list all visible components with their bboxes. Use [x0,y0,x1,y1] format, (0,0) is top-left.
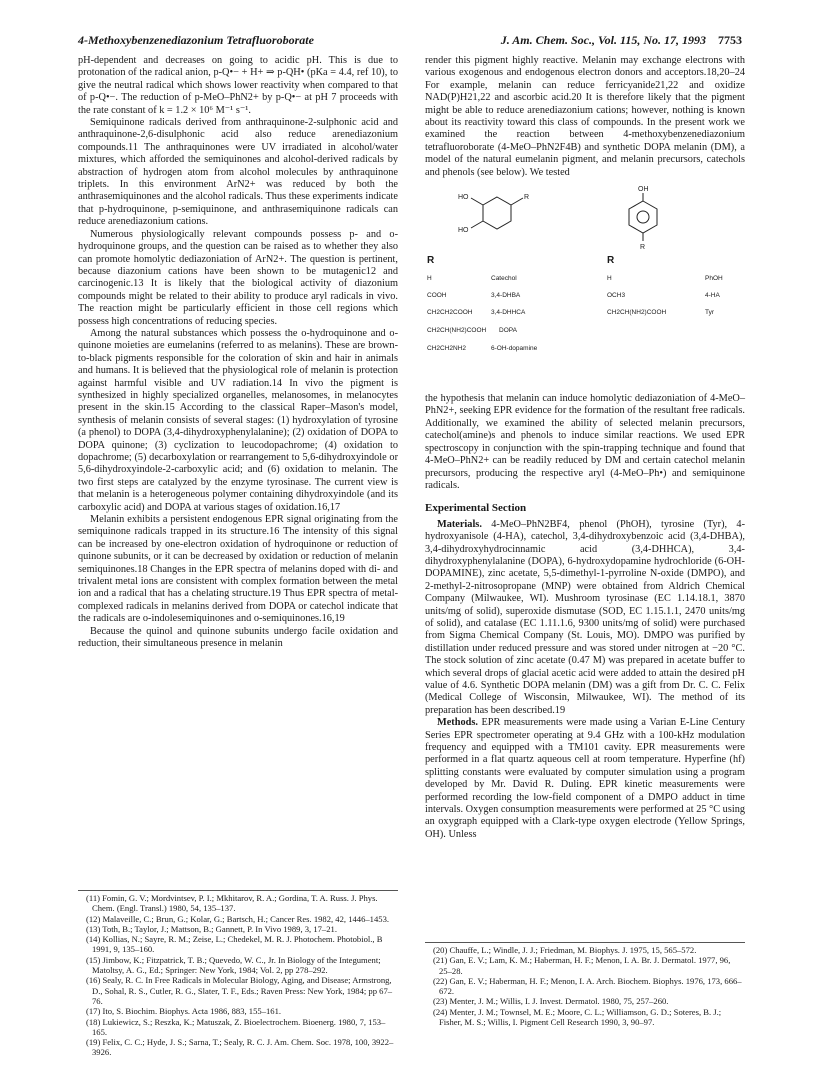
reference: (13) Toth, B.; Taylor, J.; Mattson, B.; Gannett, P. In Vivo 1989, 3, 17–21. [86,923,337,934]
catechol-structure [471,197,523,229]
reference: (11) Fomin, G. V.; Mordvintsev, P. I.; Mkhitarov, R. A.; Gordina, T. A. Russ. J. Phys. Chem. (Engl. Transl.) 1980, 54, 135–137. [86,893,378,914]
reference: (15) Jimbow, K.; Fitzpatrick, T. B.; Quevedo, W. C., Jr. In Biology of the Integument; Matoltsy, A. G., Ed.; Springer: New York, 1984; Vol. 2, pp 278–292. [86,954,381,976]
reference: (20) Chauffe, L.; Windle, J. J.; Friedman, M. Biophys. J. 1975, 15, 565–572. [433,945,697,955]
paragraph: render this pigment highly reactive. Melanin may exchange electrons with various exogenous and endogenous electron donors and acceptors.18,20–24 For example, melanin can reduce ferricyanide21,22 and oxidize NAD(P)H21,22 and ascorbic acid.20 It is therefore likely that the pigment might be able to reduce arenediazonium cations; however, nothing is known about its reactivity toward this class of compounds. In the present work we examined the reaction between 4-methoxybenzenediazonium tetrafluoroborate (4-MeO–PhN2F4B) and synthetic DOPA melanin (DM), a model of the natural eumelanin pigment, and melanin precursors, catechols and phenols (see below). We tested [425,55,745,178]
table-cell: CH2CH(NH2)COOH [427,327,487,335]
table-cell: 3,4-DHHCA [491,309,526,317]
paragraph: Semiquinone radicals derived from anthraquinone-2-sulphonic acid and anthraquinone-2,6-disulphonic acid also reduce arenediazonium compounds.11 The anthraquinones were UV irradiated in alcohol/water mixtures, which afforded the semiquinones and alcohol-derived radicals by abstraction of hydrogen atom from alcohol molecules by anthraquinone triplets. In this environment ArN2+ was reduced by both the anthrasemiquinones and the alcohol radicals. Thus these experiments indicate that p-hydroquinone, p-semiquinone, and anthrasemiquinone radicals can reduce arenediazonium cations. [78,117,398,228]
table-cell: 4-HA [705,292,720,300]
paragraph: pH-dependent and decreases on going to acidic pH. This is due to protonation of the radical anion, p-Q•− + H+ ⇒ p-QH• (pKa = 4.4, ref 10), to give the neutral radical which shows lower reactivity when compared to that of p-Q•−. The reduction of p-MeO–PhN2+ by p-Q•− at pH 7 proceeds with the rate constant of k = 1.2 × 10⁶ M⁻¹ s⁻¹. [78,55,398,116]
phenol-table [605,273,745,343]
table-cell: CH2CH2NH2 [427,345,467,353]
reference: (21) Gan, E. V.; Lam, K. M.; Haberman, H. F.; Menon, I. A. Br. J. Dermatol. 1977, 96, 25–28. [433,955,731,976]
phenol-r: R [640,244,646,252]
left-column [78,55,398,651]
table-cell: Tyr [705,309,715,317]
reference: (16) Sealy, R. C. In Free Radicals in Molecular Biology, Aging, and Disease; Armstrong, D., Sohal, R. S., Cutler, R. G., Slater, T. F., Eds.; Raven Press: New York, 1984; pp 67–76. [86,975,393,1006]
reference: (12) Malaveille, C.; Brun, G.; Kolar, G.; Bartsch, H.; Cancer Res. 1982, 42, 1446–1453. [86,913,390,924]
right-table-head: R [607,255,615,267]
table-cell: OCH3 [607,292,626,300]
methods-text: EPR measurements were made using a Varian E-Line Century Series EPR spectrometer operating at 9.4 GHz with a 100-kHz modulation frequency and equipped with a TM101 cavity. EPR measurements were performed in a flat quartz aqueous cell at room temperature. Hyperfine (hf) splitting constants were evaluated by computer simulation using a program developed by Mr. David R. Duling. EPR kinetic measurements were performed recording the low-field component of a DMPO adduct in time intervals. Oxygen consumption measurements were performed at 25 °C using an oxygraph equipped with a Clark-type oxygen electrode (Yellow Springs, OH). Unless [425,717,746,840]
table-cell: DOPA [499,327,517,335]
catechol-ho-top: HO [458,194,469,202]
table-cell: H [427,275,432,283]
journal-citation [501,33,742,48]
table-cell: H [607,275,612,283]
running-title: 4-Methoxybenzenediazonium Tetrafluoroborate [78,33,314,47]
left-table-head: R [427,255,435,267]
reference: (24) Menter, J. M.; Townsel, M. E.; Moore, C. L.; Williamson, G. D.; Soteres, B. J.; Fisher, M. S.; Willis, I. Pigment Cell Research 1990, 3, 90–97. [433,1006,722,1028]
running-header [78,33,742,49]
table-cell: PhOH [705,275,723,283]
materials-paragraph [425,519,745,718]
table-cell: COOH [427,292,447,300]
table-cell: 6-OH-dopamine [491,345,538,353]
section-title: Experimental Section [425,502,527,515]
page-number: 7753 [718,33,742,47]
paragraph: Because the quinol and quinone subunits undergo facile oxidation and reduction, their simultaneous presence in melanin [78,625,398,650]
table-cell: CH2CH(NH2)COOH [607,309,667,317]
reference: (14) Kollias, N.; Sayre, R. M.; Zeise, L.; Chedekel, M. R. J. Photochem. Photobiol., B 1991, 9, 135–160. [86,934,383,955]
reference: (18) Lukiewicz, S.; Reszka, K.; Matuszak, Z. Bioelectrochem. Bioenerg. 1980, 7, 153–165. [86,1016,386,1037]
journal-name: J. Am. Chem. Soc., Vol. 115, No. 17, 1993 [500,33,706,47]
table-cell: 3,4-DHBA [491,292,521,300]
catechol-r: R [524,194,530,202]
right-footnotes [425,942,745,1027]
paragraph: the hypothesis that melanin can induce homolytic dediazoniation of 4-MeO–PhN2+, seeking EPR evidence for the formation of the resultant free radicals. Additionally, we examined the ability of selected melanin precursors, catechol(amine)s and phenols to induce similar reactions. We used EPR spectroscopy in conjunction with the spin-trapping technique and found that 4-MeO–PhN2+ can be readily reduced by DM and certain catechol melanin precursors, producing the respective aryl (4-MeO–Ph•) and semiquinone radicals. [425,393,745,491]
reference: (22) Gan, E. V.; Haberman, H. F.; Menon, I. A. Arch. Biochem. Biophys. 1976, 173, 666–672. [433,975,742,997]
catechol-ho-bottom: HO [458,227,469,235]
reference: (23) Menter, J. M.; Willis, I. J. Invest. Dermatol. 1980, 75, 257–260. [433,996,669,1007]
catechol-table [425,273,575,373]
materials-text: 4-MeO–PhN2BF4, phenol (PhOH), tyrosine (Tyr), 4-hydroxyanisole (4-HA), catechol, 3,4-dihydroxybenzoic acid (3,4-DHBA), 3,4-dihydroxyhydrocinnamic acid (3,4-DHHCA), 3,4-dihydroxyphenylalanine (DOPA), 6-hydroxydopamine hydrochloride (6-OH-DOPAMINE), zinc acetate, 5,5-dimethyl-1-pyrroline N-oxide (DMPO), and 2-methyl-2-nitrosopropane (MNP) were obtained from Aldrich Chemical Company (Milwaukee, WI). Mushroom tyrosinase (EC 1.14.18.1, 3870 units/mg of solid), superoxide dismutase (SOD, EC 1.15.1.1, 2470 units/mg of solid), and catalase (EC 1.11.1.6, 9300 units/mg of solid) were purchased from Sigma Chemical Company (St. Louis, MO). DMPO was purified by distillation under reduced pressure and was stored under nitrogen at −20 °C. The stock solution of zinc acetate (0.47 M) was prepared in acetate buffer to which several drops of glacial acetic acid were added to attain the desired pH value of 4.6. Synthetic DOPA melanin (DM) was a gift from Dr. C. C. Felix (Medical College of Wisconsin, Milwaukee, WI). The method of its preparation has been described.19 [425,518,746,716]
phenol-structure [629,193,657,241]
phenol-oh: OH [638,186,649,194]
table-cell: CH2CH2COOH [427,309,473,317]
left-footnotes [78,890,398,1058]
methods-label: Methods. [437,717,478,729]
materials-label: Materials. [437,518,482,530]
right-column [425,55,745,841]
methods-paragraph [425,717,745,841]
table-cell: Catechol [491,275,517,283]
paragraph: Melanin exhibits a persistent endogenous EPR signal originating from the semiquinone radicals trapped in its structure.16 The intensity of this signal can be increased by one-electron oxidation of hydroquinone or reduction of quinone subunits, or it can be decreased by oxidation or reduction of melanin semiquinones.18 Changes in the EPR spectra of melanins doped with di- and trivalent metal ions are consistent with complex formation between the metal ion and a radical that has a chelating structure.19 Thus EPR spectra of metal-complexed radicals in melanins derived from DOPA or catechol indicate that the radicals are o-indolesemiquinones and o-semiquinones.16,19 [78,514,398,625]
paragraph: Numerous physiologically relevant compounds possess p- and o-hydroquinone groups, and the question can be raised as to whether they also can promote homolytic dediazoniation of ArN2+. The question is pertinent, because diazonium cations have been shown to be mutagenic12 and carcinogenic.13 It is likely that the biological activity of diazonium compounds might be related to their ability to produce aryl radicals in vivo. The reaction might be particularly efficient in those cell regions which possess high concentrations of reducing species. [78,228,398,327]
structure-figure [425,185,745,385]
reference: (17) Ito, S. Biochim. Biophys. Acta 1986, 883, 155–161. [86,1006,282,1017]
reference: (19) Felix, C. C.; Hyde, J. S.; Sarna, T.; Sealy, R. C. J. Am. Chem. Soc. 1978, 100, 3922–3926. [86,1037,394,1058]
paragraph: Among the natural substances which possess the o-hydroquinone and o-quinone moieties are eumelanins (referred to as melanins). These are brown-to-black pigments responsible for the coloration of skin and hair in animals and humans. It is believed that the physiological role of melanin is protection against harmful visible and UV radiation.14 In vivo the pigment is synthesized in highly specialized organelles, melanosomes, in melanocytes present in the skin.15 According to the classical Raper–Mason's model, synthesis of melanin consists of several stages: (1) hydroxylation of tyrosine (a phenol) to DOPA (3,4-dihydroxyphenylalanine); (2) oxidation of DOPA to DOPA quinone; (3) cyclization to leucodopachrome; (4) oxidation to dopachrome; (5) decarboxylation or rearrangement to 5,6-dihydroxyindole or 5,6-dihydroxyindole-2-carboxylic acid; and (6) oxidation to melanin. The two first steps are catalyzed by the enzyme tyrosinase. The current view is that melanin is a heterogeneous polymer containing dihydroxyindole (and its carboxylic acid) and DOPA at various stages of oxidation.16,17 [78,327,398,513]
